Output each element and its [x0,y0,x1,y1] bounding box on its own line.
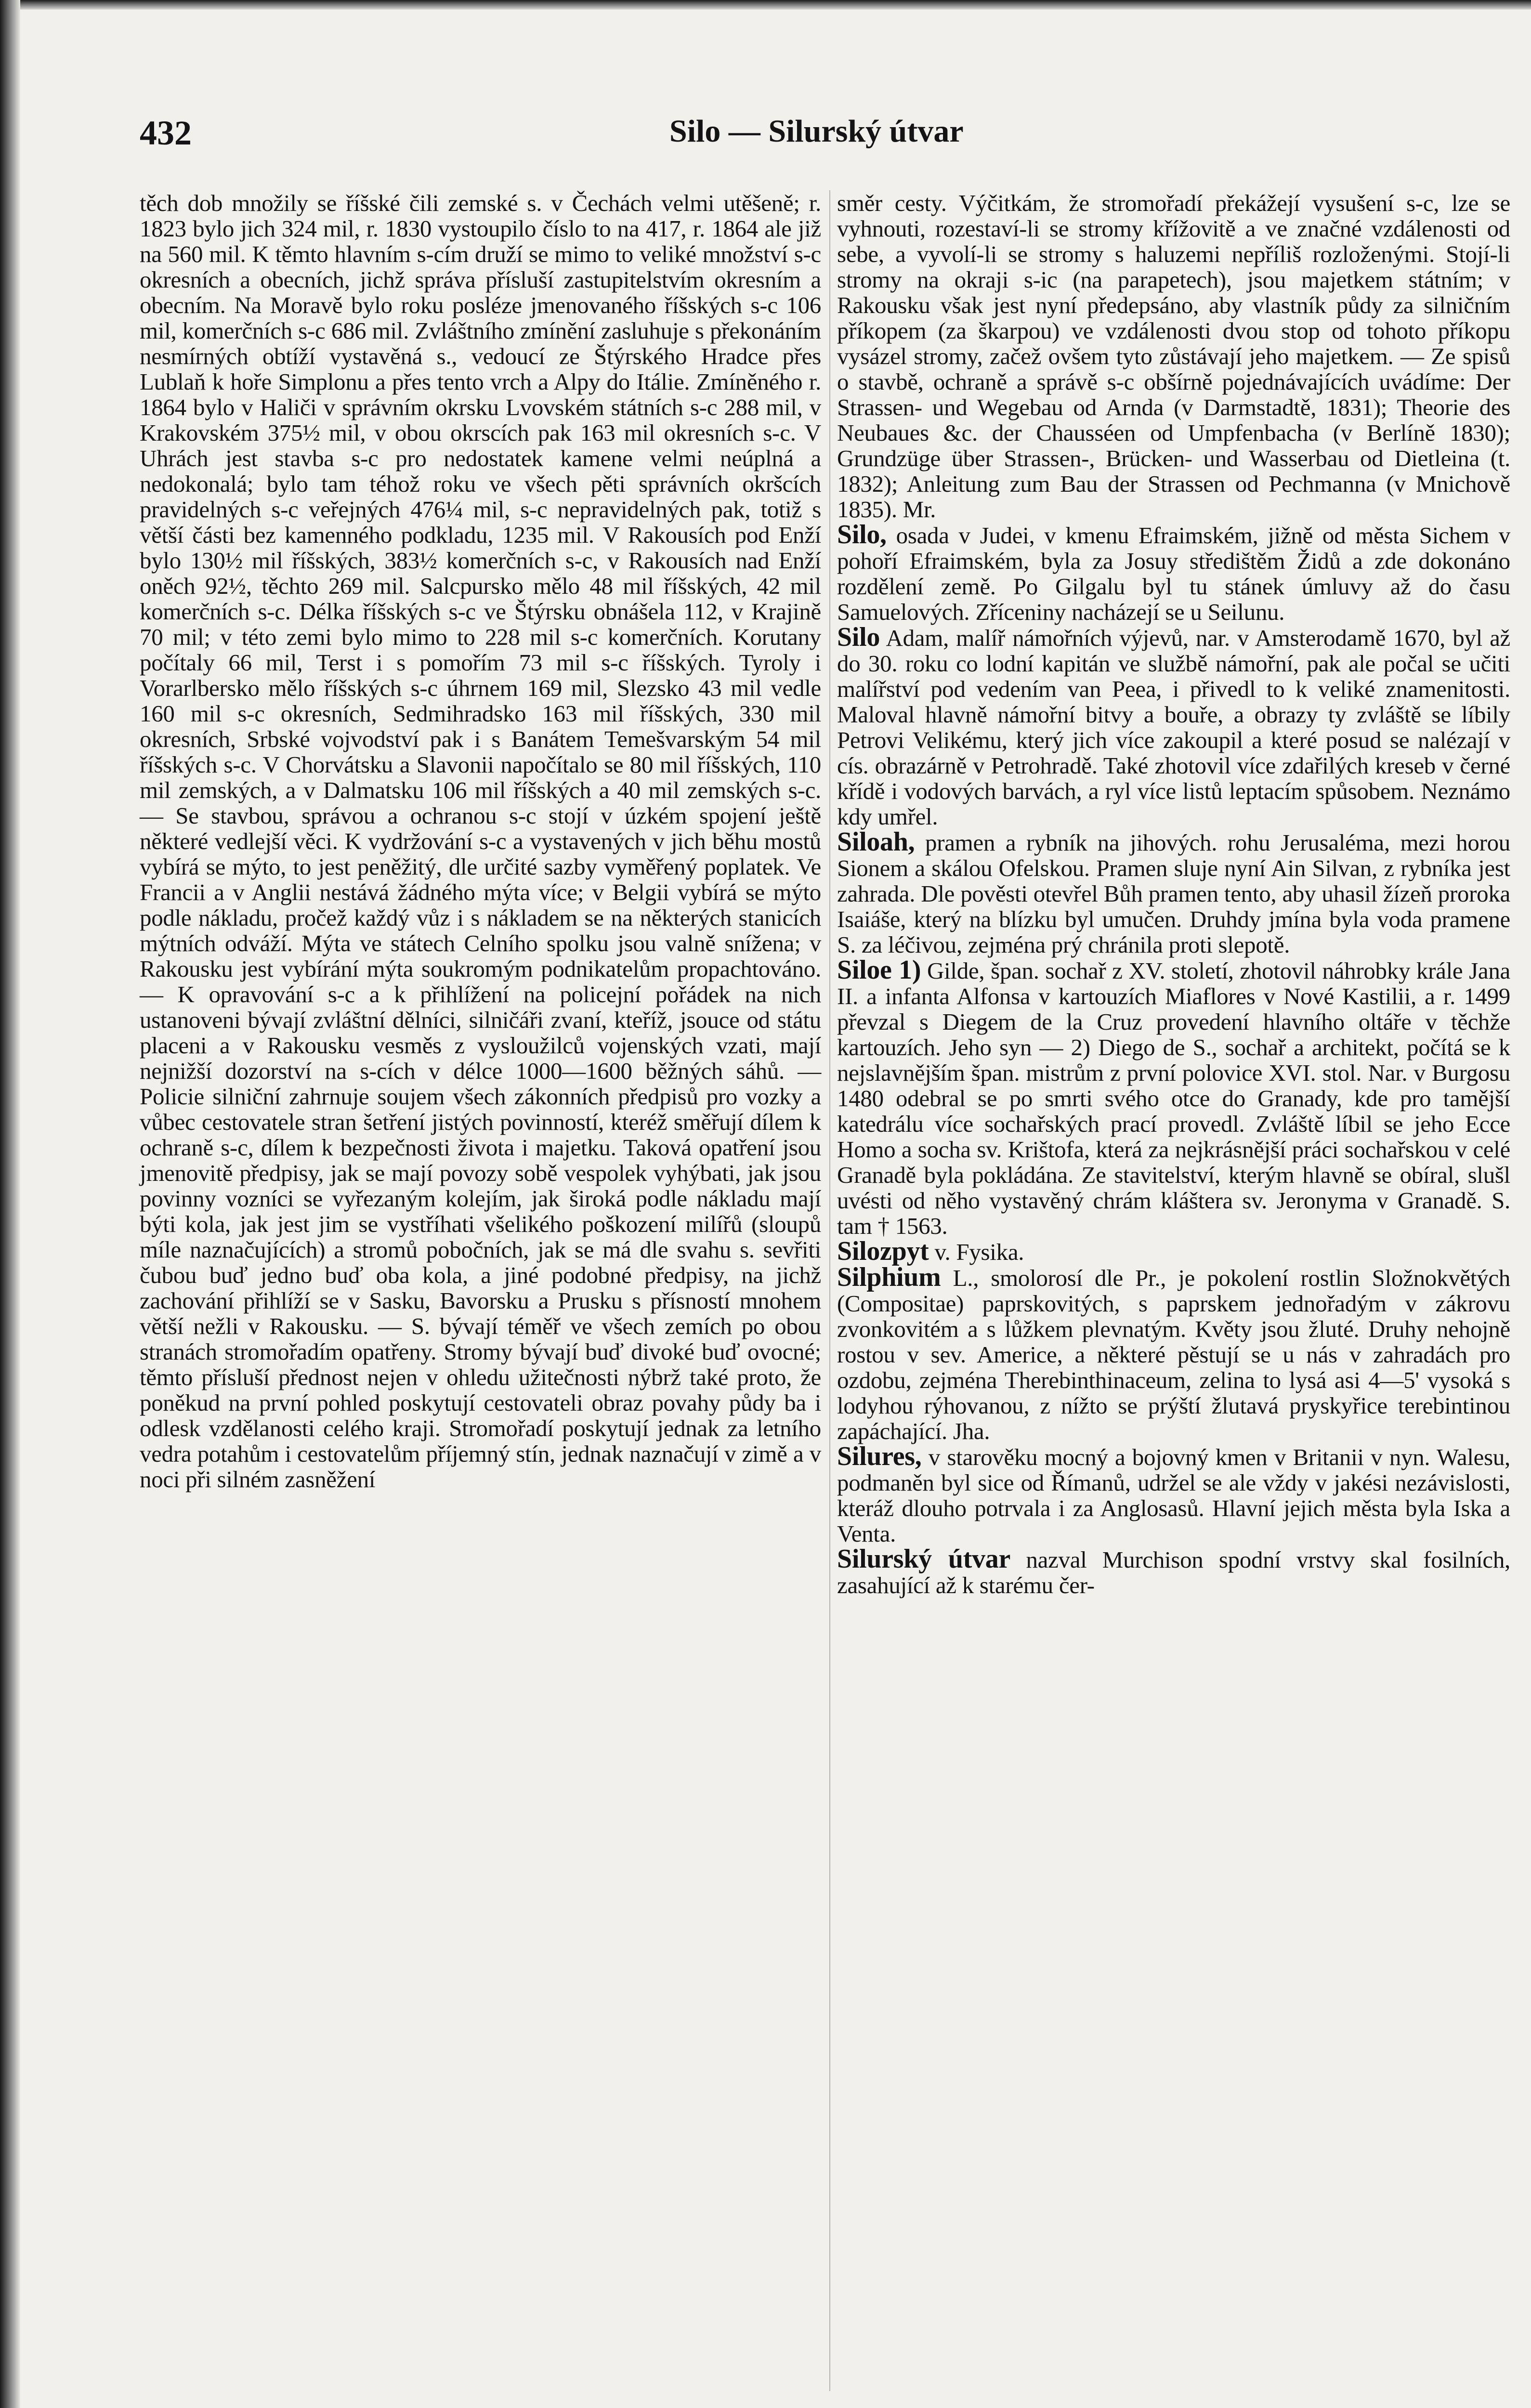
page-top-edge [0,0,1531,10]
left-column [140,190,821,1492]
right-column [837,190,1510,1598]
entry-heading: Silo, [837,520,887,550]
entry-text: L., smolorosí dle Pr., je pokolení rostlin Složnokvětých (Compositae) paprskovitých, s paprskem jednořadým v zákrovu zvonkovitém a s lůžkem plevnatým. Květy jsou žluté. Druhy nehojně rostou v sev. Americe, a některé pěstují se u nás v zahradách pro ozdobu, zejména Therebinthinaceum, zelina to lysá asi 4—5' vysoká s lodyhou rýhovanou, z nížto se prýští žlutavá pryskyřice terebintinou zapáchající. Jha. [837,1265,1510,1444]
page-number: 432 [140,114,192,152]
entry-heading: Silo [837,622,880,652]
entry-heading: Siloah, [837,827,915,857]
entry-silo-osada [837,522,1510,625]
entry-text: Adam, malíř námořních výjevů, nar. v Amsterodamě 1670, byl až do 30. roku co lodní kapitán ve službě námořní, pak ale počal se učiti malířství pod vedením van Peea, i přivedl to k veliké znamenitosti. Maloval hlavně námořní bitvy a bouře, a obrazy ty zvláště se líbily Petrovi Velikému, který jich více zakoupil a které posud se nalézají v cís. obrazárně v Petrohradě. Také zhotovil více zdařilých kreseb v černé křídě i vodových barvách, a ryl více listů leptacím spůsobem. Neznámo kdy umřel. [837,625,1510,830]
entry-silursky-utvar [837,1546,1510,1598]
entry-silozpyt [837,1236,1510,1266]
running-head: Silo — Silurský útvar [669,114,964,149]
entry-text: osada v Judei, v kmenu Efraimském, jižně od města Sichem v pohoří Efraimském, byla za Josuy středištěm Židů a zde dokonáno rozdělení země. Po Gilgalu byl tu stánek úmluvy až do času Samuelových. Zříceniny nacházejí se u Seilunu. [837,522,1511,625]
entry-heading: Silozpyt [837,1236,929,1266]
entry-heading: Silurský útvar [837,1544,1011,1574]
entry-silo-adam [837,622,1510,830]
entry-heading: Siloe 1) [837,955,921,985]
page-left-edge [0,0,20,2408]
entry-silures [837,1441,1511,1547]
page-header [0,113,1531,161]
right-column-continuation: směr cesty. Výčitkám, že stromořadí překážejí vysušení s-c, lze se vyhnouti, rozestaví-li se stromy křížovitě a ve značné vzdálenosti od sebe, a vyvolí-li se stromy s haluzemi nepříliš rozloženými. Stojí-li stromy na okraji s-ic (na parapetech), jsou majetkem státním; v Rakousku však jest nyní předepsáno, aby vlastník půdy za silničním příkopem (za škarpou) ve vzdálenosti dvou stop od tohoto příkopu vysázel stromy, začež ovšem tyto zůstávají jeho majetkem. — Ze spisů o stavbě, ochraně a správě s-c obšírně pojednávajících uvádíme: Der Strassen- und Wegebau od Arnda (v Darmstadtě, 1831); Theorie des Neubaues &c. der Chausséen od Umpfenbacha (v Berlíně 1830); Grundzüge über Strassen-, Brücken- und Wasserbau od Dietleina (t. 1832); Anleitung zum Bau der Strassen od Pechmanna (v Mnichově 1835). Mr. [837,190,1510,523]
left-column-text: těch dob množily se říšské čili zemské s. v Čechách velmi utěšeně; r. 1823 bylo jich 324 mil, r. 1830 vystoupilo číslo to na 417, r. 1864 ale již na 560 mil. K těmto hlavním s-cím druží se mimo to veliké množství s-c okresních a obecních, jichž správa přísluší zastupitelstvím okresním a obecním. Na Moravě bylo roku posléze jmenovaného říšských s-c 106 mil, komerčních s-c 686 mil. Zvláštního zmínění zasluhuje s překonáním nesmírných obtíží vystavěná s., vedoucí ze Štýrského Hradce přes Lublaň k hoře Simplonu a přes tento vrch a Alpy do Itálie. Zmíněného r. 1864 bylo v Haliči v správním okrsku Lvovském státních s-c 288 mil, v Krakovském 375½ mil, v obou okrscích pak 163 mil okresních s-c. V Uhrách jest stavba s-c pro nedostatek kamene velmi neúplná a nedokonalá; bylo tam téhož roku ve všech pěti správních okršcích pravidelných s-c veřejných 476¼ mil, s-c nepravidelných pak, totiž s větší části bez kamenného podkladu, 1235 mil. V Rakousích pod Enží bylo 130½ mil říšských, 383½ komerčních s-c, v Rakousích nad Enží oněch 92½, těchto 269 mil. Salcpursko mělo 48 mil říšských, 42 mil komerčních s-c. Délka říšských s-c ve Štýrsku obnášela 112, v Krajině 70 mil; v této zemi bylo mimo to 228 mil s-c komerčních. Korutany počítaly 66 mil, Terst i s pomořím 73 mil s-c říšských. Tyroly i Vorarlbersko mělo říšských s-c úhrnem 169 mil, Slezsko 43 mil vedle 160 mil s-c okresních, Sedmihradsko 163 mil říšských, 330 mil okresních, Srbské vojvodství pak i s Banátem Temešvarským 54 mil říšských s-c. V Chorvátsku a Slavonii napočítalo se 80 mil říšských, 110 mil zemských, a v Dalmatsku 106 mil říšských a 40 mil zemských s-c. — Se stavbou, správou a ochranou s-c stojí v úzkém spojení ještě některé vedlejší věci. K vydržování s-c a vystavených v jich běhu mostů vybírá se mýto, to jest peněžitý, dle určité sazby vyměřený poplatek. Ve Francii a v Anglii nestává žádného mýta více; v Belgii vybírá se mýto podle nákladu, pročež každý vůz i s nákladem se na některých stanicích mýtních odváží. Mýta ve státech Celního spolku jsou valně snížena; v Rakousku jest vybírání mýta soukromým podnikatelům propachtováno. — K opravování s-c a k přihlížení na policejní pořádek na nich ustanoveni bývají zvláštní dělníci, silničáři zvaní, kteříž, jsouce od státu placeni a v Rakousku vesměs z vysloužilců vojenských vzati, mají nejnižší dozorství na s-cích v délce 1000—1600 běžných sáhů. — Policie silniční zahrnuje soujem všech zákonních předpisů pro vozky a vůbec cestovatele stran šetření jistých povinností, kteréž směřují dílem k ochraně s-c, dílem k bezpečnosti života i majetku. Taková opatření jsou jmenovitě předpisy, jak se mají povozy sobě vespolek vyhýbati, jak jsou povinny vozníci se vyřezaným kolejím, jak široká podle nákladu mají býti kola, jak jest jim se vystříhati všelikého poškození milířů (sloupů míle naznačujících) a stromů pobočních, jak se má dle svahu s. sevřiti čubou buď jedno buď oba kola, a jiné podobné předpisy, na jichž zachování přihlíží se v Sasku, Bavorsku a Prusku s přísností mnohem větší nežli v Rakousku. — S. bývají téměř ve všech zemích po obou stranách stromořadím opatřeny. Stromy bývají buď divoké buď ovocné; těmto přísluší přednost nejen v ohledu užitečnosti nýbrž také proto, že poněkud na první pohled poskytují cestovateli obraz povahy půdy ba i odlesk vzdělanosti celého kraji. Stromořadí poskytují jednak za letního vedra potahům i cestovatelům příjemný stín, jednak naznačují v zimě a v noci při silném zasněžení [140,190,821,1492]
entry-text: Gilde, špan. sochař z XV. století, zhotovil náhrobky krále Jana II. a infanta Alfonsa v kartouzích Miaflores v Nové Kastilii, a r. 1499 převzal s Diegem de la Cruz provedení hlavního oltáře v těchže kartouzích. Jeho syn — 2) Diego de S., sochař a architekt, počítá se k nejslavnějším špan. mistrům z první polovice XVI. stol. Nar. v Burgosu 1480 odebral se po smrti svého otce do Granady, kde pro tamější katedrálu více sochařských prací provedl. Zvláště líbil se jeho Ecce Homo a socha sv. Krištofa, která za nejkrásnější práci sochařskou v celé Granadě byla pokládána. Ze stavitelství, kterým hlavně se obíral, slušl uvésti od něho vystavěný chrám kláštera sv. Jeronyma v Granadě. S. tam † 1563. [837,957,1510,1239]
entry-siloah [837,829,1510,957]
entry-heading: Silphium [837,1262,941,1292]
column-divider [829,190,830,2391]
entry-silphium [837,1262,1510,1444]
entry-text: pramen a rybník na jihových. rohu Jerusaléma, mezi horou Sionem a skálou Ofelskou. Pramen sluje nyní Ain Silvan, z rybníka jest zahrada. Dle pověsti otevřel Bůh pramen tento, aby uhasil žízeň proroka Isaiáše, který na blízku byl umučen. Druhdy jmína byla voda pramene S. za léčivou, zejména prý chránila proti slepotě. [837,829,1511,958]
entry-text: nazval Murchison spodní vrstvy skal fosilních, zasahující až k starému čer- [837,1546,1511,1598]
entry-text: v starověku mocný a bojovný kmen v Britanii v nyn. Walesu, podmaněn byl sice od Římanů, udržel se ale vždy v jakési nezávislosti, kteráž dlouho potrvala i za Anglosasů. Hlavní jejich města byla Iska a Venta. [837,1444,1511,1547]
entry-siloe [837,957,1510,1239]
entry-text: v. Fysika. [934,1239,1024,1265]
entry-heading: Silures, [837,1441,922,1471]
